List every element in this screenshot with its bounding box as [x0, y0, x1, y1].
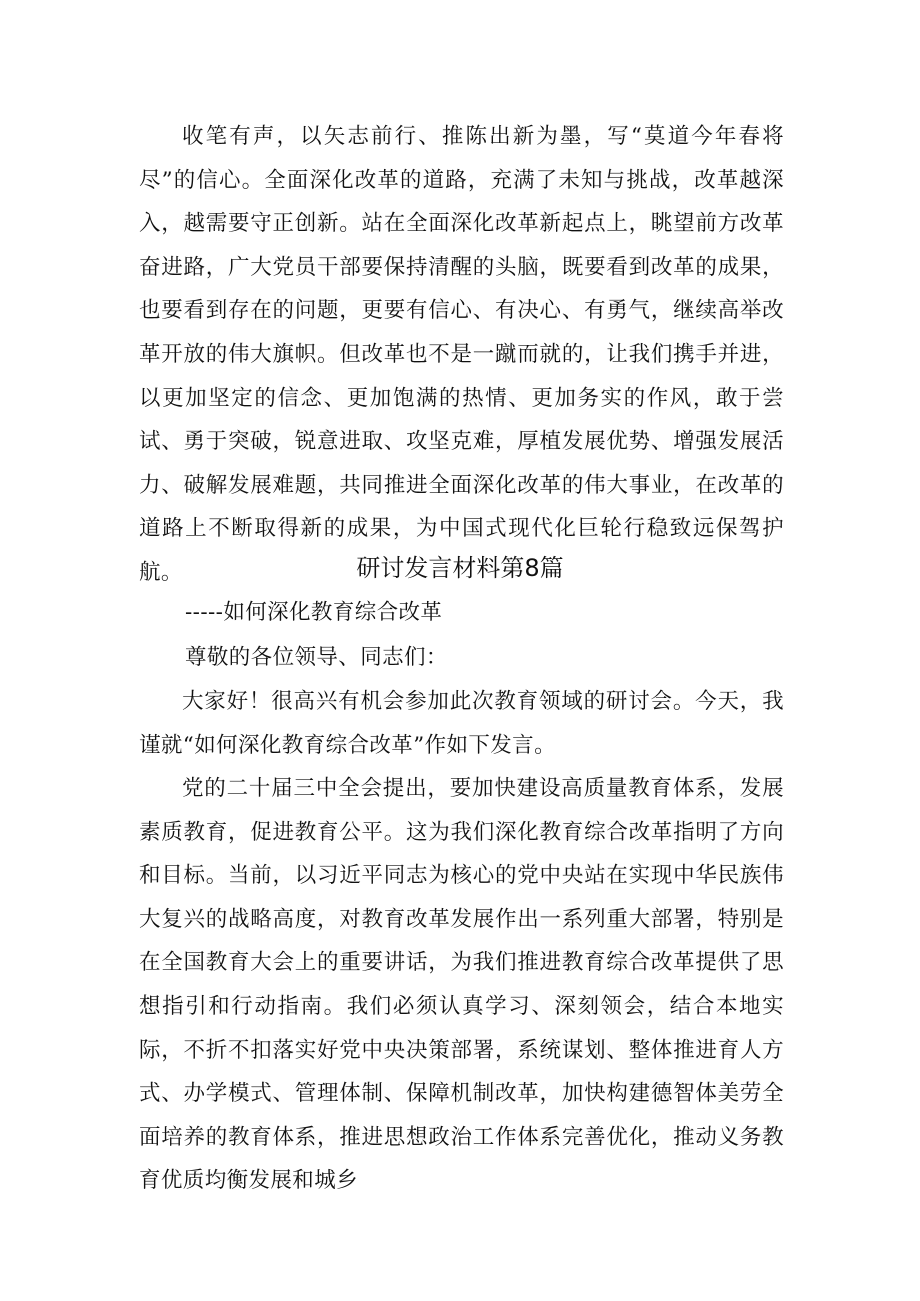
intro-paragraph: 大家好！很高兴有机会参加此次教育领域的研讨会。今天，我谨就“如何深化教育综合改革”作如下发言。 [139, 689, 784, 758]
intro-paragraph-block [139, 680, 784, 767]
section-title: 研讨发言材料第8篇 [356, 554, 564, 582]
subtitle: -----如何深化教育综合改革 [185, 600, 443, 625]
closing-paragraph: 收笔有声，以矢志前行、推陈出新为墨，写“莫道今年春将尽”的信心。全面深化改革的道路，充满了未知与挑战，改革越深入，越需要守正创新。站在全面深化改革新起点上，眺望前方改革奋进路，广大党员干部要保持清醒的头脑，既要看到改革的成果，也要看到存在的问题，更要有信心、有决心、有勇气，继续高举改革开放的伟大旗帜。但改革也不是一蹴而就的，让我们携手并进，以更加坚定的信念、更加饱满的热情、更加务实的作风，敢于尝试、勇于突破，锐意进取、攻坚克难，厚植发展优势、增强发展活力、破解发展难题，共同推进全面深化改革的伟大事业，在改革的道路上不断取得新的成果，为中国式现代化巨轮行稳致远保驾护航。 [139, 124, 784, 585]
main-paragraph: 党的二十届三中全会提出，要加快建设高质量教育体系，发展素质教育，促进教育公平。这为我们深化教育综合改革指明了方向和目标。当前，以习近平同志为核心的党中央站在实现中华民族伟大复兴的战略高度，对教育改革发展作出一系列重大部署，特别是在全国教育大会上的重要讲话，为我们推进教育综合改革提供了思想指引和行动指南。我们必须认真学习、深刻领会，结合本地实际，不折不扣落实好党中央决策部署，系统谋划、整体推进育人方式、办学模式、管理体制、保障机制改革，加快构建德智体美劳全面培养的教育体系，推进思想政治工作体系完善优化，推动义务教育优质均衡发展和城乡 [139, 776, 784, 1194]
main-paragraph-block [139, 767, 784, 1203]
closing-paragraph-block [139, 115, 784, 595]
greeting: 尊敬的各位领导、同志们： [185, 645, 448, 670]
